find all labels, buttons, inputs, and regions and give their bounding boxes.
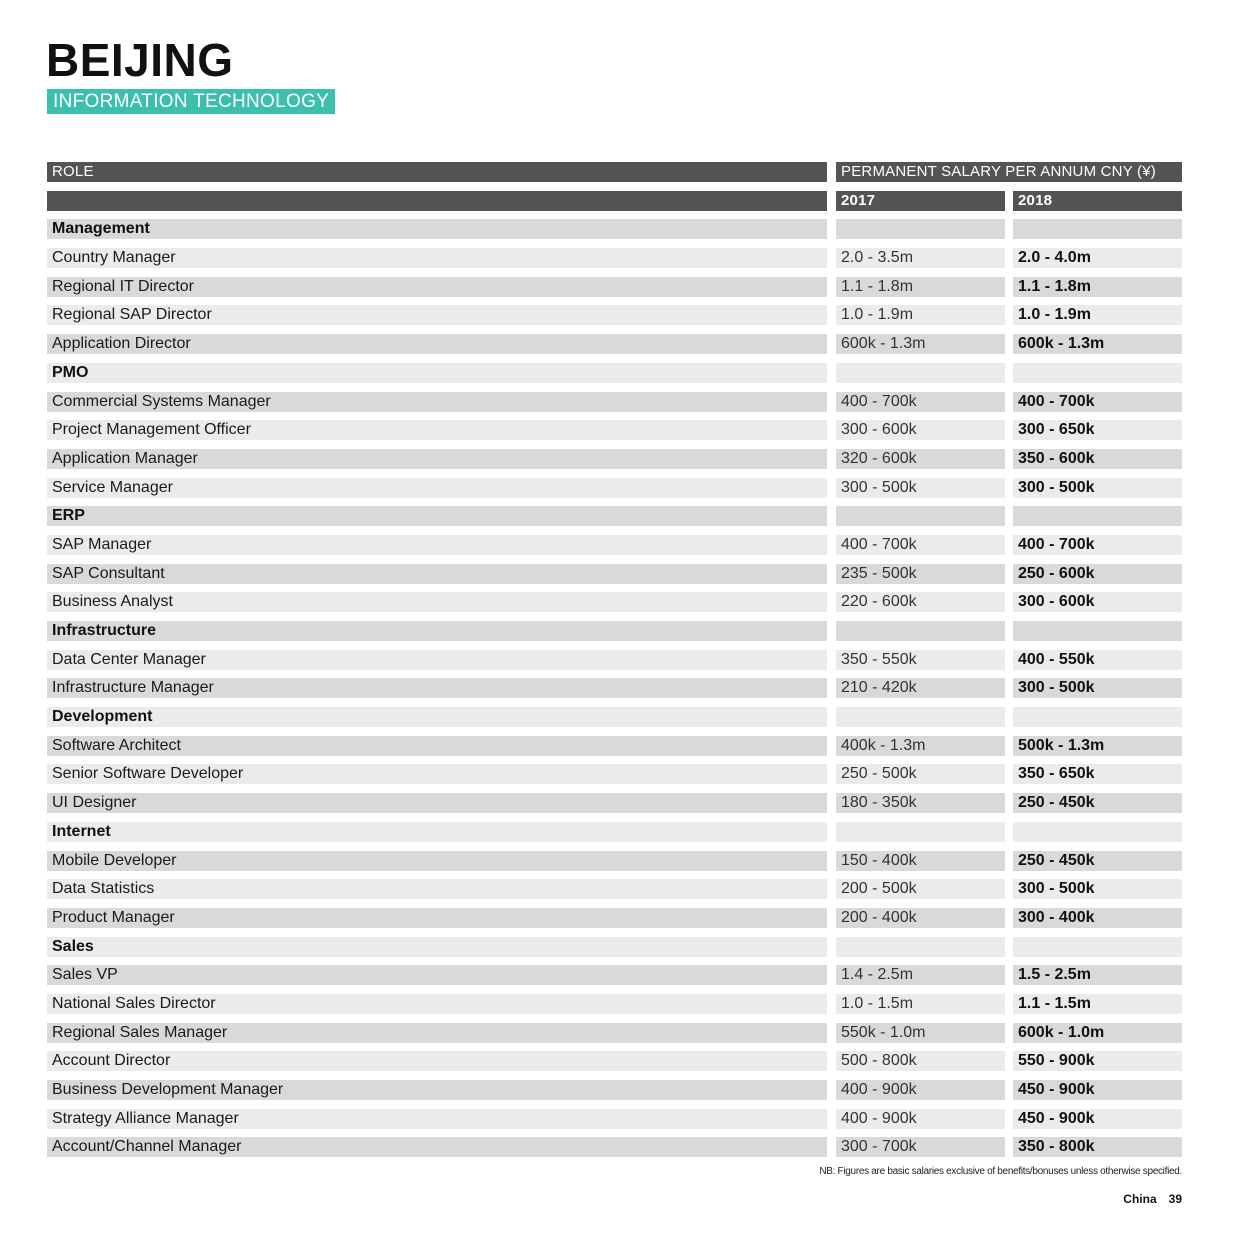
salary-2018-cell: 1.1 - 1.5m — [1013, 994, 1182, 1014]
footer-country: China — [1123, 1192, 1157, 1206]
salary-2018-cell: 350 - 600k — [1013, 449, 1182, 469]
salary-2017-cell: 320 - 600k — [836, 449, 1005, 469]
category-row — [47, 621, 1182, 650]
salary-2017-cell — [836, 822, 1005, 842]
table-row — [47, 650, 1182, 679]
role-cell: Infrastructure Manager — [47, 678, 827, 698]
salary-2017-cell: 200 - 400k — [836, 908, 1005, 928]
salary-2017-cell: 500 - 800k — [836, 1051, 1005, 1071]
table-row — [47, 277, 1182, 306]
salary-2018-cell: 450 - 900k — [1013, 1109, 1182, 1129]
salary-2018-cell: 550 - 900k — [1013, 1051, 1182, 1071]
table-row — [47, 879, 1182, 908]
table-row — [47, 678, 1182, 707]
role-cell: Account Director — [47, 1051, 827, 1071]
role-cell: SAP Consultant — [47, 564, 827, 584]
salary-2017-cell: 400 - 700k — [836, 392, 1005, 412]
role-cell: Commercial Systems Manager — [47, 392, 827, 412]
table-row — [47, 1137, 1182, 1166]
category-row — [47, 219, 1182, 248]
salary-2018-cell: 400 - 700k — [1013, 535, 1182, 555]
salary-2017-cell: 235 - 500k — [836, 564, 1005, 584]
salary-2017-cell: 300 - 700k — [836, 1137, 1005, 1157]
table-row — [47, 1109, 1182, 1138]
salary-2017-cell — [836, 506, 1005, 526]
salary-2017-cell: 1.0 - 1.5m — [836, 994, 1005, 1014]
role-cell: Application Manager — [47, 449, 827, 469]
salary-2018-cell — [1013, 219, 1182, 239]
salary-2017-cell — [836, 707, 1005, 727]
salary-2018-cell: 400 - 550k — [1013, 650, 1182, 670]
salary-2017-cell: 300 - 600k — [836, 420, 1005, 440]
role-cell: Data Statistics — [47, 879, 827, 899]
table-row — [47, 908, 1182, 937]
page-footer — [1123, 1192, 1182, 1206]
salary-2017-cell: 250 - 500k — [836, 764, 1005, 784]
table-year-row — [47, 191, 1182, 220]
table-row — [47, 564, 1182, 593]
page-number: 39 — [1168, 1192, 1182, 1206]
salary-2017-cell: 300 - 500k — [836, 478, 1005, 498]
salary-2018-cell: 450 - 900k — [1013, 1080, 1182, 1100]
salary-2018-cell — [1013, 707, 1182, 727]
salary-2017-cell: 220 - 600k — [836, 592, 1005, 612]
salary-2017-cell — [836, 937, 1005, 957]
role-cell: Business Development Manager — [47, 1080, 827, 1100]
salary-2017-cell — [836, 621, 1005, 641]
role-cell: Infrastructure — [47, 621, 827, 641]
table-row — [47, 1080, 1182, 1109]
table-row — [47, 449, 1182, 478]
header-salary: PERMANENT SALARY PER ANNUM CNY (¥) — [836, 162, 1182, 182]
role-cell: Data Center Manager — [47, 650, 827, 670]
role-cell: Business Analyst — [47, 592, 827, 612]
salary-2018-cell: 600k - 1.0m — [1013, 1023, 1182, 1043]
role-cell: National Sales Director — [47, 994, 827, 1014]
salary-2017-cell — [836, 219, 1005, 239]
role-cell: Account/Channel Manager — [47, 1137, 827, 1157]
salary-2018-cell: 250 - 450k — [1013, 851, 1182, 871]
table-row — [47, 420, 1182, 449]
table-body — [47, 219, 1182, 1166]
salary-2018-cell — [1013, 937, 1182, 957]
role-cell: Senior Software Developer — [47, 764, 827, 784]
salary-2018-cell: 350 - 800k — [1013, 1137, 1182, 1157]
role-cell: Project Management Officer — [47, 420, 827, 440]
salary-2017-cell: 2.0 - 3.5m — [836, 248, 1005, 268]
category-row — [47, 822, 1182, 851]
table-row — [47, 305, 1182, 334]
role-cell: Regional Sales Manager — [47, 1023, 827, 1043]
role-cell: Service Manager — [47, 478, 827, 498]
role-cell: Product Manager — [47, 908, 827, 928]
role-cell: Strategy Alliance Manager — [47, 1109, 827, 1129]
header-year-2018: 2018 — [1013, 191, 1182, 211]
salary-2017-cell: 180 - 350k — [836, 793, 1005, 813]
header-role-spacer — [47, 191, 827, 211]
table-row — [47, 478, 1182, 507]
role-cell: Management — [47, 219, 827, 239]
salary-2018-cell: 300 - 500k — [1013, 879, 1182, 899]
salary-2018-cell: 350 - 650k — [1013, 764, 1182, 784]
role-cell: PMO — [47, 363, 827, 383]
salary-2018-cell — [1013, 621, 1182, 641]
salary-2017-cell: 400 - 900k — [836, 1080, 1005, 1100]
table-row — [47, 965, 1182, 994]
header-year-2017: 2017 — [836, 191, 1005, 211]
salary-2018-cell: 300 - 500k — [1013, 478, 1182, 498]
table-row — [47, 248, 1182, 277]
salary-2017-cell: 150 - 400k — [836, 851, 1005, 871]
salary-2018-cell — [1013, 822, 1182, 842]
salary-2018-cell: 300 - 650k — [1013, 420, 1182, 440]
category-row — [47, 707, 1182, 736]
role-cell: UI Designer — [47, 793, 827, 813]
salary-2018-cell: 300 - 400k — [1013, 908, 1182, 928]
salary-2017-cell: 350 - 550k — [836, 650, 1005, 670]
role-cell: ERP — [47, 506, 827, 526]
salary-2017-cell: 400k - 1.3m — [836, 736, 1005, 756]
role-cell: Application Director — [47, 334, 827, 354]
salary-2018-cell: 250 - 450k — [1013, 793, 1182, 813]
salary-2018-cell: 500k - 1.3m — [1013, 736, 1182, 756]
salary-2018-cell: 2.0 - 4.0m — [1013, 248, 1182, 268]
salary-2017-cell: 1.1 - 1.8m — [836, 277, 1005, 297]
role-cell: Internet — [47, 822, 827, 842]
role-cell: SAP Manager — [47, 535, 827, 555]
footnote: NB: Figures are basic salaries exclusive of benefits/bonuses unless otherwise specified. — [819, 1166, 1182, 1177]
category-row — [47, 506, 1182, 535]
sector-badge: INFORMATION TECHNOLOGY — [47, 89, 335, 114]
category-row — [47, 363, 1182, 392]
table-row — [47, 1023, 1182, 1052]
salary-2018-cell: 1.1 - 1.8m — [1013, 277, 1182, 297]
salary-table — [47, 162, 1182, 1166]
salary-2018-cell: 400 - 700k — [1013, 392, 1182, 412]
role-cell: Regional IT Director — [47, 277, 827, 297]
table-row — [47, 994, 1182, 1023]
salary-2017-cell: 600k - 1.3m — [836, 334, 1005, 354]
salary-2018-cell: 300 - 600k — [1013, 592, 1182, 612]
salary-2018-cell: 250 - 600k — [1013, 564, 1182, 584]
salary-2018-cell — [1013, 363, 1182, 383]
table-row — [47, 736, 1182, 765]
salary-2018-cell — [1013, 506, 1182, 526]
table-row — [47, 851, 1182, 880]
role-cell: Regional SAP Director — [47, 305, 827, 325]
table-row — [47, 764, 1182, 793]
role-cell: Development — [47, 707, 827, 727]
role-cell: Sales — [47, 937, 827, 957]
salary-2018-cell: 600k - 1.3m — [1013, 334, 1182, 354]
salary-2017-cell: 400 - 700k — [836, 535, 1005, 555]
table-row — [47, 535, 1182, 564]
salary-2018-cell: 1.5 - 2.5m — [1013, 965, 1182, 985]
table-header-row — [47, 162, 1182, 191]
table-row — [47, 334, 1182, 363]
salary-2017-cell: 550k - 1.0m — [836, 1023, 1005, 1043]
salary-2017-cell — [836, 363, 1005, 383]
salary-2017-cell: 200 - 500k — [836, 879, 1005, 899]
salary-2017-cell: 1.4 - 2.5m — [836, 965, 1005, 985]
salary-2017-cell: 400 - 900k — [836, 1109, 1005, 1129]
salary-2018-cell: 300 - 500k — [1013, 678, 1182, 698]
category-row — [47, 937, 1182, 966]
header-role: ROLE — [47, 162, 827, 182]
salary-2017-cell: 210 - 420k — [836, 678, 1005, 698]
table-row — [47, 1051, 1182, 1080]
table-row — [47, 793, 1182, 822]
table-row — [47, 392, 1182, 421]
role-cell: Country Manager — [47, 248, 827, 268]
role-cell: Mobile Developer — [47, 851, 827, 871]
page-title: BEIJING — [46, 34, 234, 86]
table-row — [47, 592, 1182, 621]
role-cell: Software Architect — [47, 736, 827, 756]
salary-2017-cell: 1.0 - 1.9m — [836, 305, 1005, 325]
salary-2018-cell: 1.0 - 1.9m — [1013, 305, 1182, 325]
role-cell: Sales VP — [47, 965, 827, 985]
